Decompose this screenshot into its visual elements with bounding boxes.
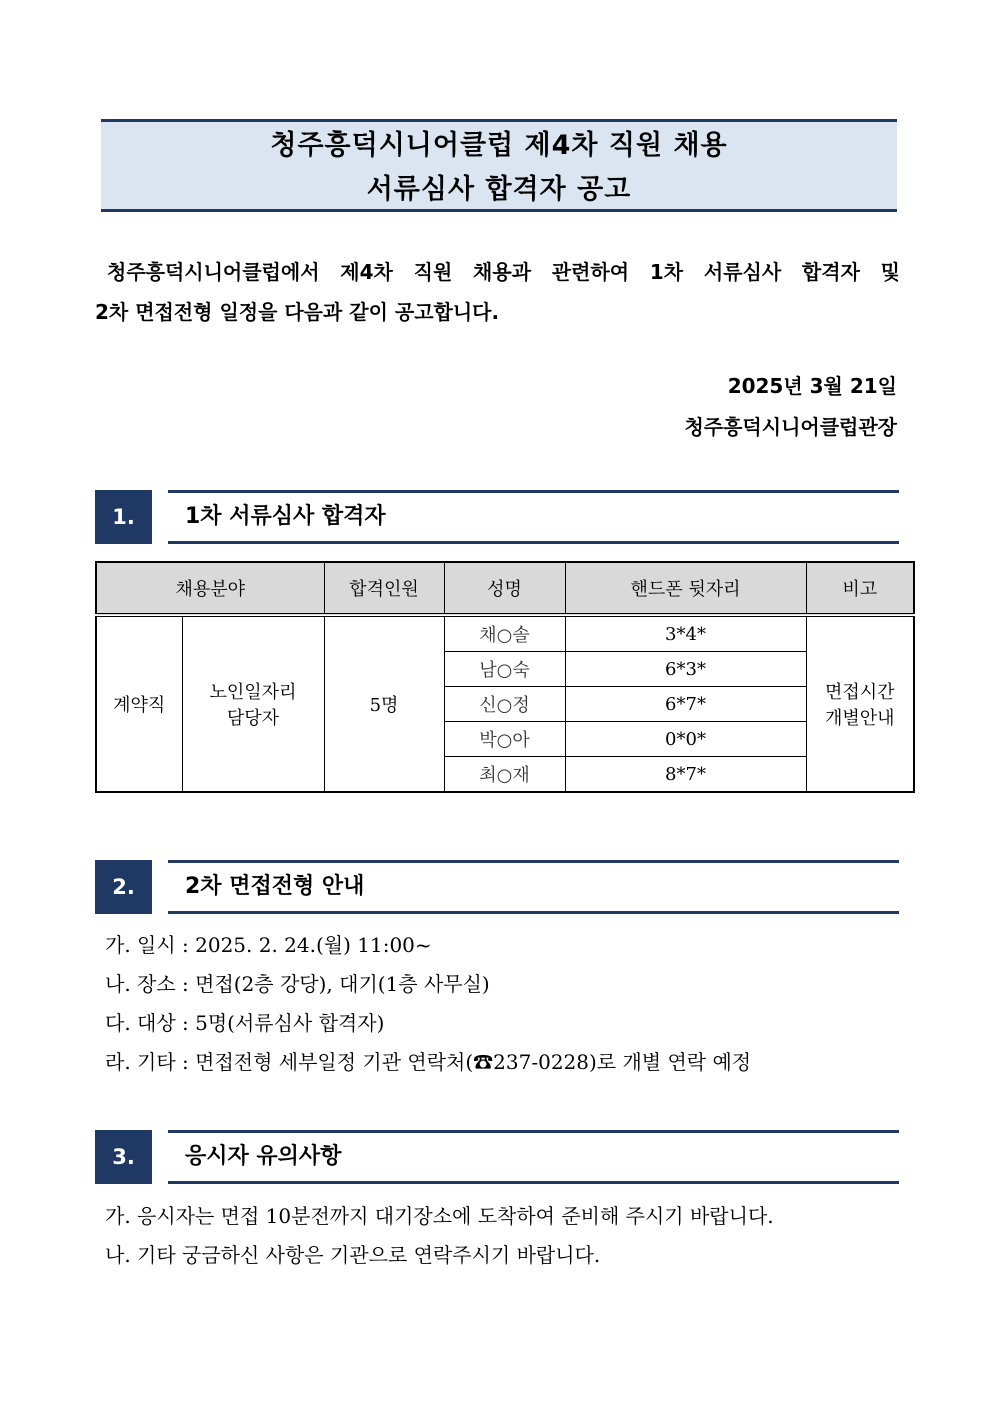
- divider: [168, 541, 899, 544]
- list-item: 가. 일시 : 2025. 2. 24.(월) 11:00~: [105, 933, 432, 957]
- section-title: 2차 면접전형 안내: [185, 874, 365, 899]
- results-table: [95, 561, 915, 793]
- announcement-date: 2025년 3월 21일: [727, 374, 897, 398]
- list-item: 나. 기타 궁금하신 사항은 기관으로 연락주시기 바랍니다.: [105, 1243, 601, 1267]
- section-2-header: [95, 860, 899, 914]
- list-item: 나. 장소 : 면접(2층 강당), 대기(1층 사무실): [105, 972, 490, 996]
- phone-cell: 6*3*: [565, 652, 806, 687]
- divider: [168, 911, 899, 914]
- section-title: 1차 서류심사 합격자: [185, 504, 386, 529]
- title-box: [101, 119, 897, 212]
- name-cell: 채○솔: [444, 615, 565, 652]
- count-cell: 5명: [324, 615, 444, 792]
- list-item: 라. 기타 : 면접전형 세부일정 기관 연락처(☎237-0228)로 개별 연락 예정: [105, 1050, 752, 1074]
- intro-line-2: 2차 면접전형 일정을 다음과 같이 공고합니다.: [95, 300, 500, 324]
- section-title: 응시자 유의사항: [185, 1144, 342, 1169]
- name-cell: 신○정: [444, 687, 565, 722]
- section-number: 2.: [95, 860, 152, 914]
- intro-line-1: 청주흥덕시니어클럽에서 제4차 직원 채용과 관련하여 1차 서류심사 합격자 및: [107, 260, 900, 284]
- name-cell: 남○숙: [444, 652, 565, 687]
- divider: [168, 1181, 899, 1184]
- list-item: 가. 응시자는 면접 10분전까지 대기장소에 도착하여 준비해 주시기 바랍니다.: [105, 1204, 774, 1228]
- intro-paragraph: [95, 252, 900, 332]
- position-line-2: 담당자: [226, 708, 280, 729]
- position-cell: [182, 615, 324, 792]
- name-cell: 최○재: [444, 757, 565, 793]
- table-header-row: [96, 562, 914, 615]
- header-count: 합격인원: [324, 562, 444, 615]
- title-line-2: 서류심사 합격자 공고: [366, 174, 632, 205]
- phone-cell: 6*7*: [565, 687, 806, 722]
- section-1-header: [95, 490, 899, 544]
- phone-cell: 8*7*: [565, 757, 806, 793]
- header-name: 성명: [444, 562, 565, 615]
- organization-signature: 청주흥덕시니어클럽관장: [684, 415, 897, 439]
- list-item: 다. 대상 : 5명(서류심사 합격자): [105, 1011, 385, 1035]
- name-cell: 박○아: [444, 722, 565, 757]
- table-row: [96, 615, 914, 652]
- phone-cell: 3*4*: [565, 615, 806, 652]
- phone-cell: 0*0*: [565, 722, 806, 757]
- section-number: 1.: [95, 490, 152, 544]
- section-3-header: [95, 1130, 899, 1184]
- title-line-1: 청주흥덕시니어클럽 제4차 직원 채용: [270, 130, 728, 161]
- section-number: 3.: [95, 1130, 152, 1184]
- header-note: 비고: [806, 562, 914, 615]
- note-line-2: 개별안내: [824, 708, 895, 729]
- applicant-notes-list: [105, 1197, 774, 1275]
- position-line-1: 노인일자리: [209, 682, 297, 703]
- note-cell: [806, 615, 914, 792]
- job-type-cell: 계약직: [96, 615, 182, 792]
- header-field: 채용분야: [96, 562, 324, 615]
- interview-info-list: [105, 926, 751, 1082]
- header-phone: 핸드폰 뒷자리: [565, 562, 806, 615]
- note-line-1: 면접시간: [824, 682, 895, 703]
